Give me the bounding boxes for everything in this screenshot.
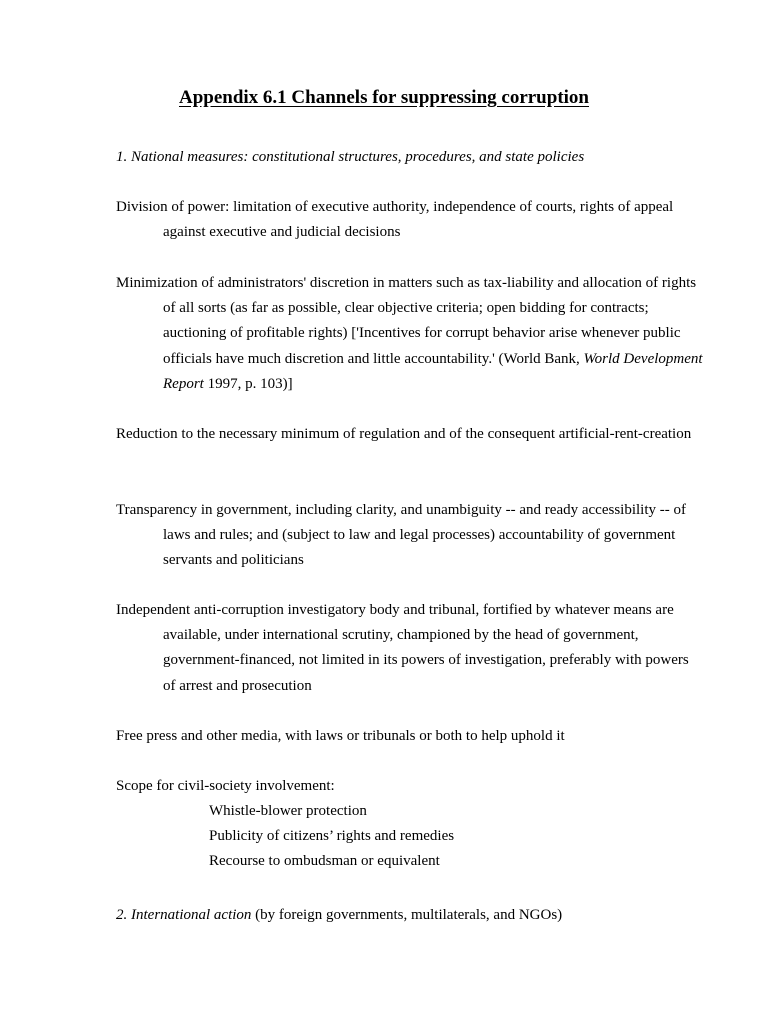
item-reduction: Reduction to the necessary minimum of regulation and of the consequent artificial-rent-creation <box>116 426 692 442</box>
page-title: Appendix 6.1 Channels for suppressing corruption <box>178 87 589 108</box>
minimization-citation: 1997, p. 103)] <box>203 375 293 392</box>
section-2-heading <box>116 903 562 928</box>
minimization-report-title: World Development Report <box>163 350 703 392</box>
list-item: Whistle-blower protection <box>209 803 367 819</box>
item-independent-body: Independent anti-corruption investigatory body and tribunal, fortified by whatever means are available, under international scrutiny, championed by the head of government, government-financed, not limited in its powers of investigation, preferably with powers of arrest and prosecution <box>116 602 689 694</box>
civil-society-heading: Scope for civil-society involvement: <box>116 778 335 794</box>
section-1-heading: 1. National measures: constitutional structures, procedures, and state policies <box>116 149 585 165</box>
minimization-text: Minimization of administrators' discretion in matters such as tax-liability and allocation of rights of all sorts (as far as possible, clear objective criteria; open bidding for contracts; auctioning of profitable rights) ['Incentives for corrupt behavior arise whenever public officials have much discretion and little accountability.' (World Bank, <box>116 275 697 367</box>
list-item: Publicity of citizens’ rights and remedies <box>209 828 455 845</box>
section-2-heading-italic: 2. International action <box>116 907 252 923</box>
section-2-heading-rest: (by foreign governments, multilaterals, and NGOs) <box>251 907 563 923</box>
list-item: Recourse to ombudsman or equivalent <box>209 853 440 870</box>
item-minimization <box>116 271 703 397</box>
civil-society-list <box>209 799 454 875</box>
item-division-of-power: Division of power: limitation of executive authority, independence of courts, rights of appeal against executive and judicial decisions <box>116 199 674 241</box>
item-free-press: Free press and other media, with laws or tribunals or both to help uphold it <box>116 728 565 744</box>
item-transparency: Transparency in government, including clarity, and unambiguity -- and ready accessibility -- of laws and rules; and (subject to law and legal processes) accountability of government servants and politicians <box>116 502 686 569</box>
